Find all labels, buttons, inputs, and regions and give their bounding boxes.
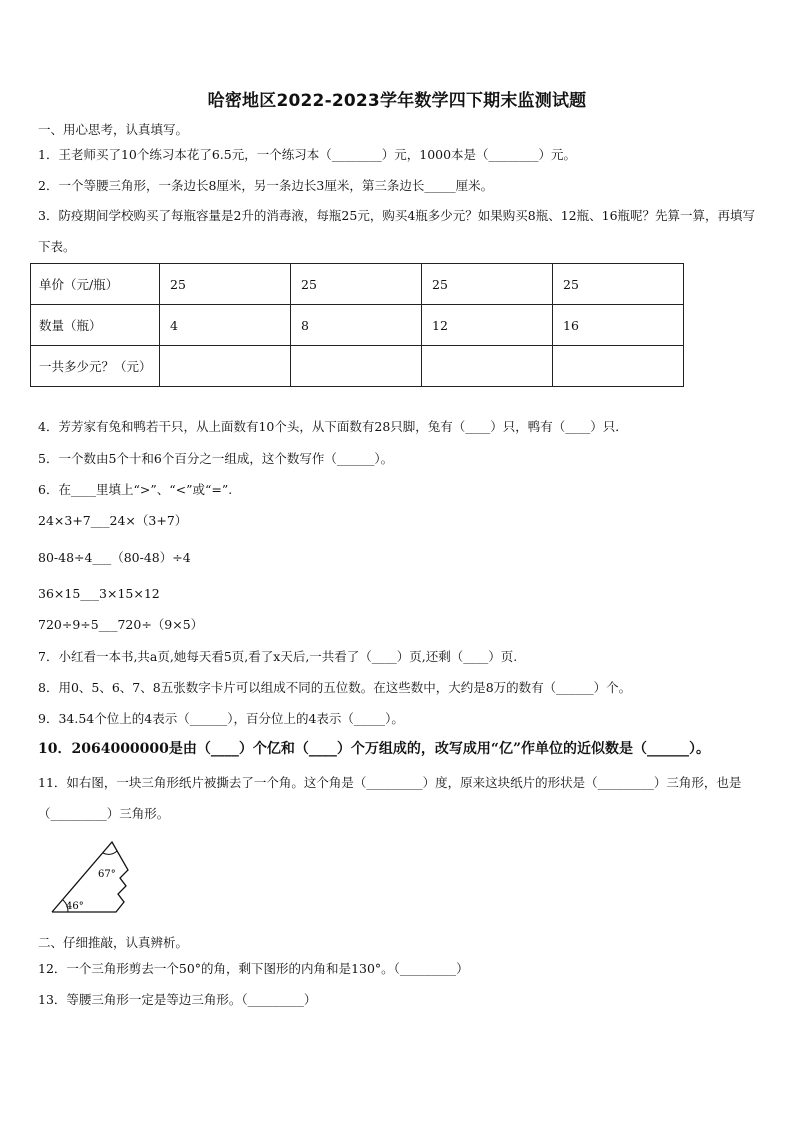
page-title: 哈密地区2022-2023学年数学四下期末监测试题 bbox=[207, 91, 587, 111]
table-cell: 25 bbox=[553, 264, 684, 305]
torn-triangle-figure bbox=[46, 836, 136, 918]
table-row bbox=[31, 264, 684, 305]
section-heading-1: 一、用心思考，认真填写。 bbox=[38, 122, 189, 137]
question-3: 3．防疫期间学校购买了每瓶容量是2升的消毒液，每瓶25元，购买4瓶多少元？如果购买8瓶、12瓶、16瓶呢？先算一算，再填写下表。 bbox=[38, 208, 756, 254]
table-cell: 8 bbox=[291, 305, 422, 346]
question-9: 9．34.54个位上的4表示（______），百分位上的4表示（_____）。 bbox=[38, 711, 404, 726]
question-5: 5．一个数由5个十和6个百分之一组成，这个数写作（______）。 bbox=[38, 451, 394, 466]
question-11: 11．如右图，一块三角形纸片被撕去了一个角。这个角是（_________）度，原来这块纸片的形状是（_________）三角形，也是（_________）三角形。 bbox=[38, 775, 742, 821]
question-6: 6．在____里填上“>”、“<”或“=”. bbox=[38, 482, 233, 497]
question-6-item-d: 720÷9÷5___720÷（9×5） bbox=[38, 617, 204, 632]
angle-label-bottom: 46° bbox=[66, 901, 84, 912]
table-cell: 一共多少元？（元） bbox=[31, 346, 160, 387]
question-2: 2．一个等腰三角形，一条边长8厘米，另一条边长3厘米，第三条边长_____厘米。 bbox=[38, 178, 494, 193]
angle-arc-top bbox=[103, 851, 117, 854]
table-row bbox=[31, 305, 684, 346]
angle-label-top: 67° bbox=[98, 869, 116, 880]
question-1: 1．王老师买了10个练习本花了6.5元，一个练习本（________）元，1000本是（________）元。 bbox=[38, 147, 577, 162]
question-6-item-c: 36×15___3×15×12 bbox=[38, 586, 160, 601]
question-13: 13．等腰三角形一定是等边三角形。（_________） bbox=[38, 992, 317, 1007]
table-cell: 16 bbox=[553, 305, 684, 346]
table-cell: 数量（瓶） bbox=[31, 305, 160, 346]
question-8: 8．用0、5、6、7、8五张数字卡片可以组成不同的五位数。在这些数中，大约是8万的数有（______）个。 bbox=[38, 680, 632, 695]
question-12: 12．一个三角形剪去一个50°的角，剩下图形的内角和是130°。（_________） bbox=[38, 961, 469, 976]
table-row bbox=[31, 346, 684, 387]
table-cell: 4 bbox=[160, 305, 291, 346]
table-cell: 12 bbox=[422, 305, 553, 346]
question-4: 4．芳芳家有兔和鸭若干只，从上面数有10个头，从下面数有28只脚，兔有（____）只，鸭有（____）只． bbox=[38, 419, 628, 434]
price-table bbox=[30, 263, 684, 387]
answer-cell[interactable] bbox=[553, 346, 684, 387]
question-7: 7．小红看一本书,共a页,她每天看5页,看了x天后,一共看了（____）页,还剩（____）页. bbox=[38, 649, 518, 664]
answer-cell[interactable] bbox=[291, 346, 422, 387]
table-cell: 25 bbox=[160, 264, 291, 305]
table-cell: 单价（元/瓶） bbox=[31, 264, 160, 305]
question-10: 10．2064000000是由（____）个亿和（____）个万组成的，改写成用“亿”作单位的近似数是（______）。 bbox=[38, 741, 710, 757]
triangle-outline bbox=[52, 842, 128, 912]
table-cell: 25 bbox=[291, 264, 422, 305]
answer-cell[interactable] bbox=[160, 346, 291, 387]
section-heading-2: 二、仔细推敲，认真辨析。 bbox=[38, 935, 189, 950]
table-cell: 25 bbox=[422, 264, 553, 305]
question-6-item-a: 24×3+7___24×（3+7） bbox=[38, 513, 188, 528]
answer-cell[interactable] bbox=[422, 346, 553, 387]
question-6-item-b: 80-48÷4___（80-48）÷4 bbox=[38, 550, 191, 565]
